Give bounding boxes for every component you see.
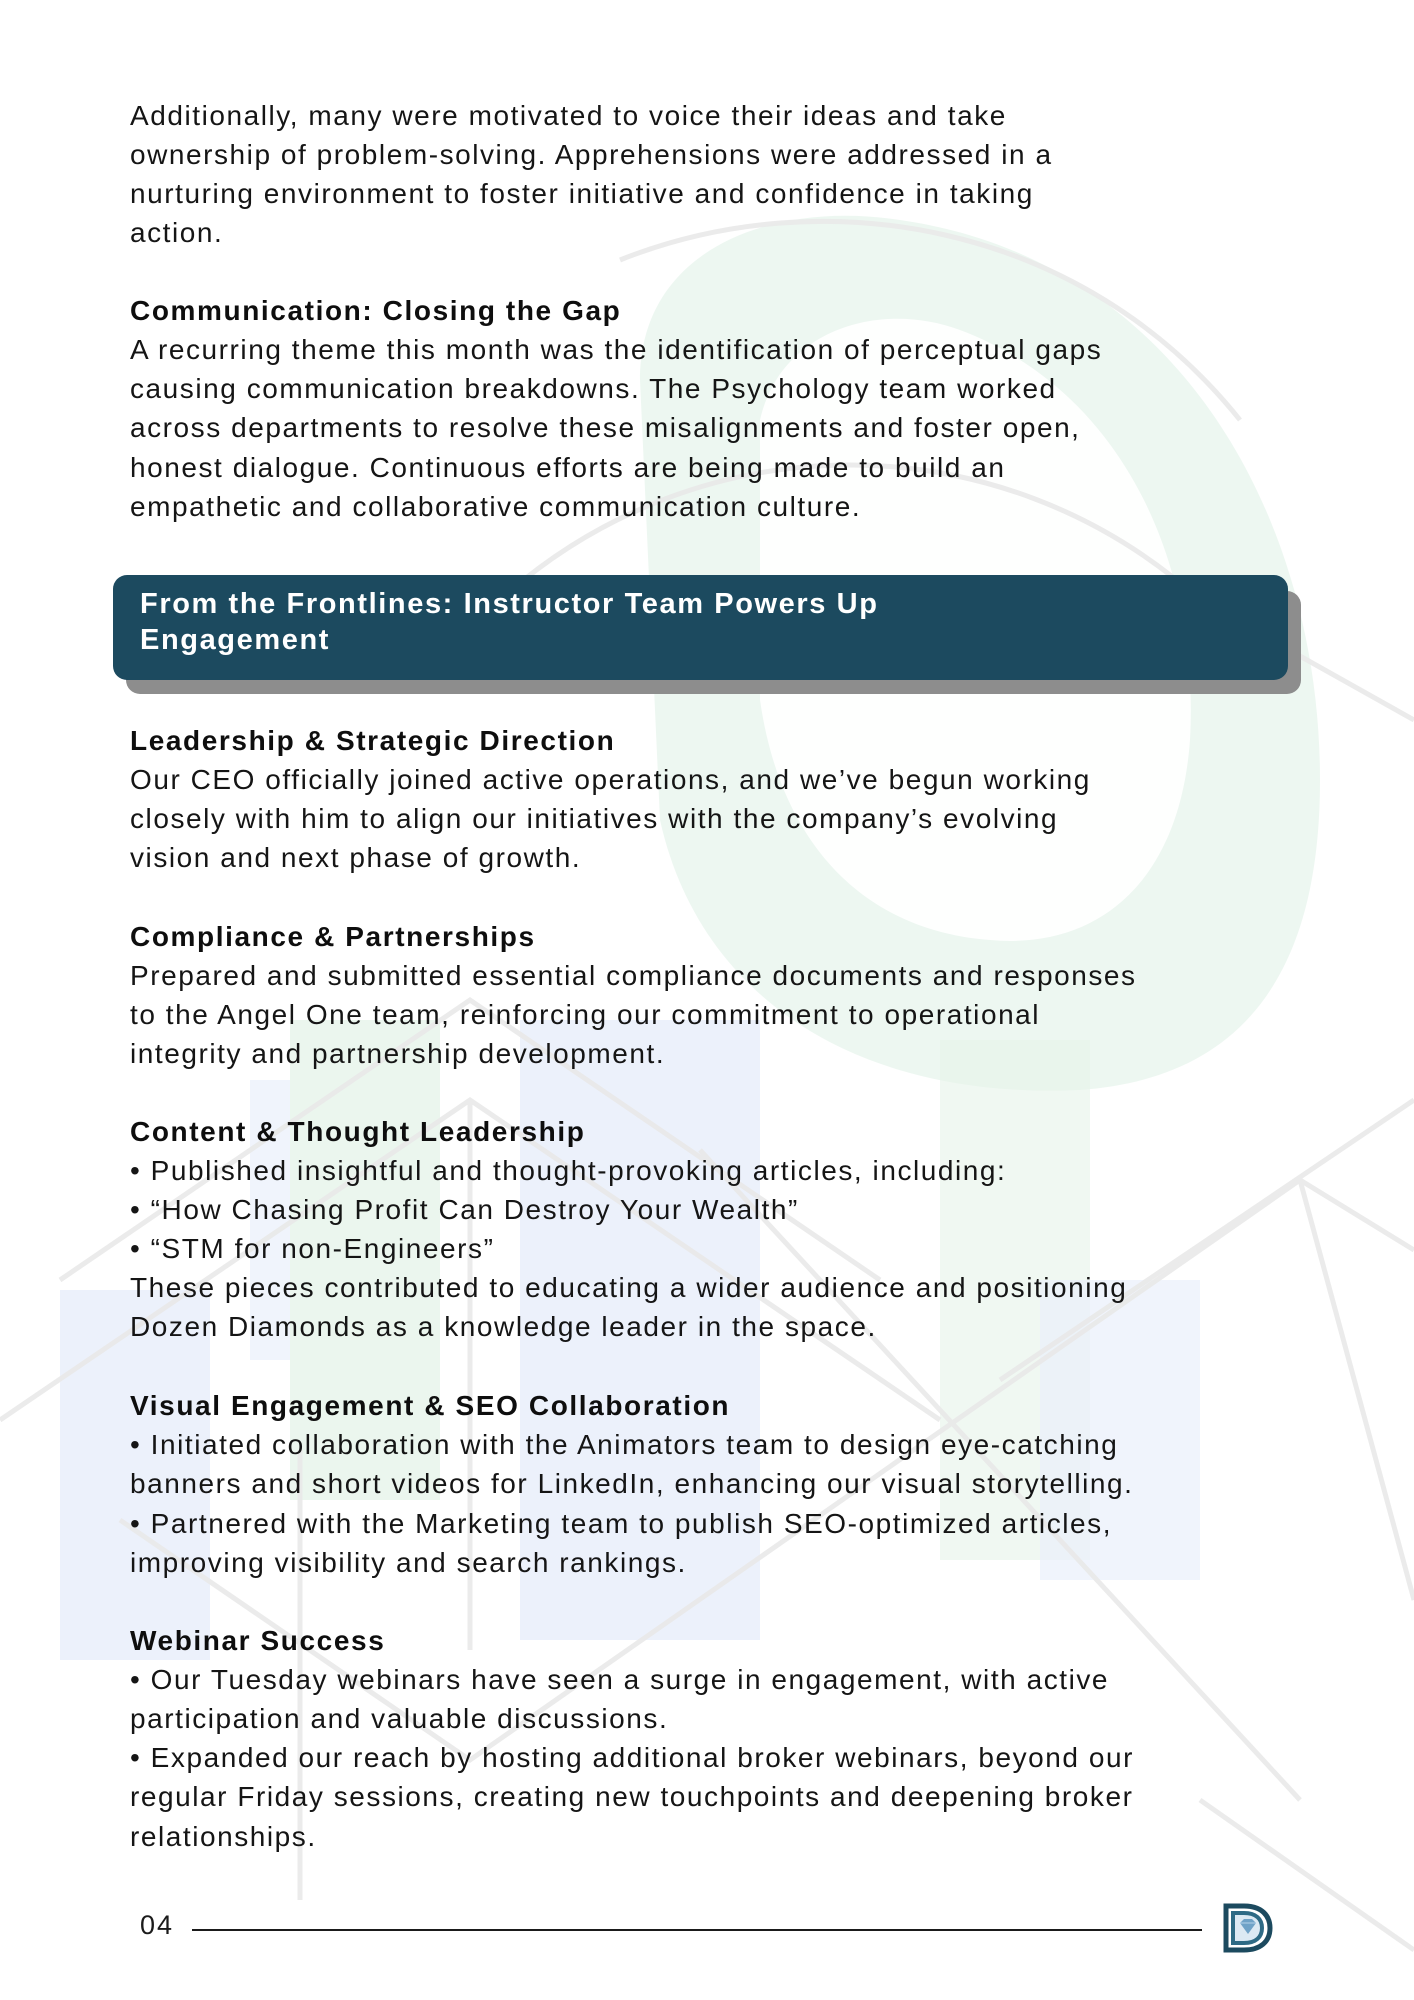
dozen-diamonds-logo-icon — [1218, 1900, 1274, 1956]
paragraph-line: empathetic and collaborative communication culture. — [130, 491, 862, 522]
bullet-line: • Expanded our reach by hosting additional broker webinars, beyond our — [130, 1742, 1134, 1773]
section-heading: Webinar Success — [130, 1625, 386, 1656]
bullet-line: • Partnered with the Marketing team to publish SEO-optimized articles, — [130, 1508, 1113, 1539]
paragraph-line: improving visibility and search rankings. — [130, 1547, 687, 1578]
bullet-line: • Our Tuesday webinars have seen a surge in engagement, with active — [130, 1664, 1110, 1695]
paragraph-line: These pieces contributed to educating a wider audience and positioning — [130, 1272, 1128, 1303]
paragraph-line: Additionally, many were motivated to voice their ideas and take — [130, 100, 1007, 131]
paragraph-line: participation and valuable discussions. — [130, 1703, 669, 1734]
paragraph-line: vision and next phase of growth. — [130, 842, 582, 873]
paragraph-line: across departments to resolve these misalignments and foster open, — [130, 412, 1081, 443]
footer-divider — [192, 1929, 1202, 1931]
paragraph-line: honest dialogue. Continuous efforts are being made to build an — [130, 452, 1006, 483]
paragraph-line: Our CEO officially joined active operations, and we’ve begun working — [130, 764, 1091, 795]
paragraph-line: integrity and partnership development. — [130, 1038, 666, 1069]
paragraph-line: banners and short videos for LinkedIn, enhancing our visual storytelling. — [130, 1468, 1134, 1499]
paragraph-line: causing communication breakdowns. The Psychology team worked — [130, 373, 1057, 404]
bullet-line: • Published insightful and thought-provoking articles, including: — [130, 1155, 1007, 1186]
paragraph-line: A recurring theme this month was the identification of perceptual gaps — [130, 334, 1103, 365]
paragraph-line: ownership of problem-solving. Apprehensions were addressed in a — [130, 139, 1053, 170]
section-heading: Communication: Closing the Gap — [130, 295, 622, 326]
paragraph-line: Dozen Diamonds as a knowledge leader in the space. — [130, 1311, 877, 1342]
paragraph-line: Prepared and submitted essential compliance documents and responses — [130, 960, 1137, 991]
bullet-line: • “How Chasing Profit Can Destroy Your Wealth” — [130, 1194, 799, 1225]
section-heading: Content & Thought Leadership — [130, 1116, 586, 1147]
banner-title-line: Engagement — [140, 624, 331, 656]
paragraph-line: nurturing environment to foster initiative and confidence in taking — [130, 178, 1034, 209]
section-heading: Visual Engagement & SEO Collaboration — [130, 1390, 731, 1421]
banner-title-line: From the Frontlines: Instructor Team Powers Up — [140, 588, 879, 620]
paragraph-line: closely with him to align our initiatives with the company’s evolving — [130, 803, 1059, 834]
bullet-line: • “STM for non-Engineers” — [130, 1233, 495, 1264]
paragraph-line: regular Friday sessions, creating new touchpoints and deepening broker — [130, 1781, 1134, 1812]
section-heading: Compliance & Partnerships — [130, 921, 536, 952]
bullet-line: • Initiated collaboration with the Animators team to design eye-catching — [130, 1429, 1119, 1460]
paragraph-line: to the Angel One team, reinforcing our commitment to operational — [130, 999, 1041, 1030]
page-number: 04 — [140, 1910, 175, 1940]
paragraph-line: relationships. — [130, 1821, 317, 1852]
paragraph-line: action. — [130, 217, 224, 248]
section-heading: Leadership & Strategic Direction — [130, 725, 616, 756]
